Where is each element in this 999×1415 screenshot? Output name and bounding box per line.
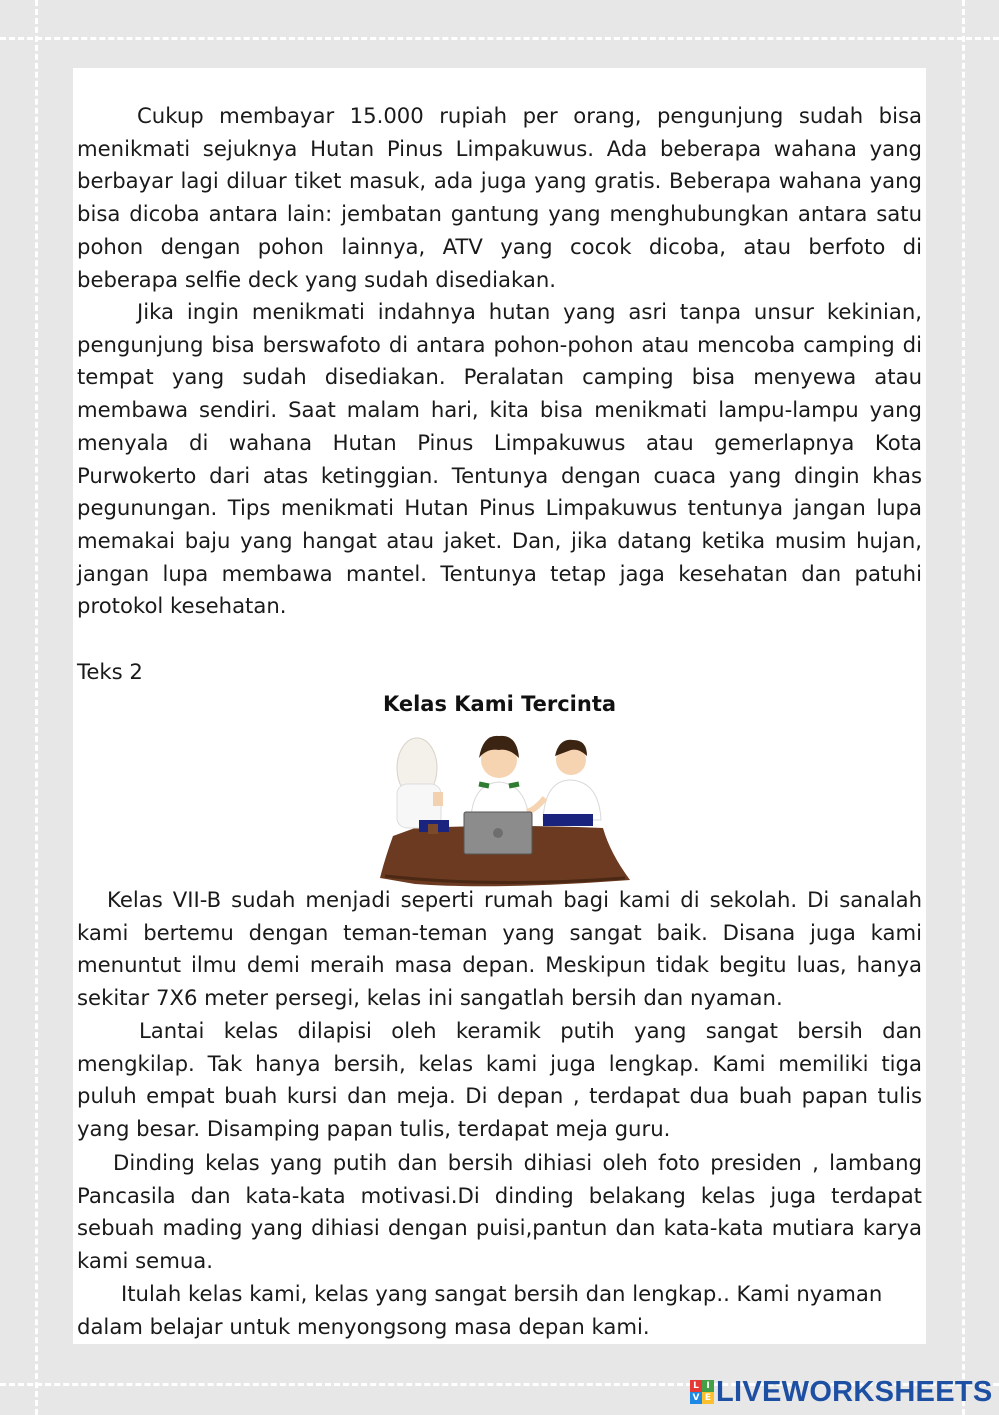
liveworksheets-logo[interactable] [690,1372,993,1412]
liveworksheets-logo-text: LIVEWORKSHEETS [716,1375,993,1408]
logo-letter-v: V [690,1392,702,1404]
text2-paragraph-2: Lantai kelas dilapisi oleh keramik putih yang sangat bersih dan mengkilap. Tak hanya bersih, kelas kami juga lengkap. Kami memiliki tiga puluh empat buah kursi dan meja. Di depan , terdapat dua buah papan tulis yang besar. Disamping papan tulis, terdapat meja guru. [77,1018,922,1142]
text1-paragraph-1: Cukup membayar 15.000 rupiah per orang, pengunjung sudah bisa menikmati sejuknya Hutan Pinus Limpakuwus. Ada beberapa wahana yang berbayar lagi diluar tiket masuk, ada juga yang gratis. Beberapa wahana yang bisa dicoba antara lain: jembatan gantung yang menghubungkan antara satu pohon dengan pohon lainnya, ATV yang cocok dicoba, atau berfoto di beberapa selfie deck yang sudah disediakan. [77,103,922,292]
logo-letter-i: I [702,1380,714,1392]
right-dashed-border [962,0,965,1415]
classroom-students-illustration [375,728,635,888]
text1-paragraph-2: Jika ingin menikmati indahnya hutan yang asri tanpa unsur kekinian, pengunjung bisa berswafoto di antara pohon-pohon atau mencoba camping di tempat yang sudah disediakan. Peralatan camping bisa menyewa atau membawa sendiri. Saat malam hari, kita bisa menikmati lampu-lampu yang menyala di wahana Hutan Pinus Limpakuwus atau gemerlapnya Kota Purwokerto dari atas ketinggian. Tentunya dengan cuaca yang dingin khas pegunungan. Tips menikmati Hutan Pinus Limpakuwus tentunya jangan lupa memakai baju yang hangat atau jaket. Dan, jika datang ketika musim hujan, jangan lupa membawa mantel. Tentunya tetap jaga kesehatan dan patuhi protokol kesehatan. [77,299,922,619]
worksheet-page [73,68,926,1344]
text2-title: Kelas Kami Tercinta [382,692,617,716]
text2-label: Teks 2 [77,659,143,684]
text2-paragraph-3: Dinding kelas yang putih dan bersih dihiasi oleh foto presiden , lambang Pancasila dan kata-kata motivasi.Di dinding belakang kelas juga terdapat sebuah mading yang dihiasi dengan puisi,pantun dan kata-kata mutiara karya kami semua. [77,1150,922,1274]
top-dashed-border [0,37,999,40]
left-dashed-border [35,0,38,1415]
text2-paragraph-1: Kelas VII-B sudah menjadi seperti rumah bagi kami di sekolah. Di sanalah kami bertemu dengan teman-teman yang sangat baik. Disana juga kami menuntut ilmu demi meraih masa depan. Meskipun tidak begitu luas, hanya sekitar 7X6 meter persegi, kelas ini sangatlah bersih dan nyaman. [77,887,922,1011]
liveworksheets-logo-icon [690,1380,714,1404]
logo-letter-l: L [690,1380,702,1392]
text2-paragraph-4: Itulah kelas kami, kelas yang sangat bersih dan lengkap.. Kami nyaman dalam belajar untuk menyongsong masa depan kami. [77,1281,883,1339]
logo-letter-e: E [702,1392,714,1404]
